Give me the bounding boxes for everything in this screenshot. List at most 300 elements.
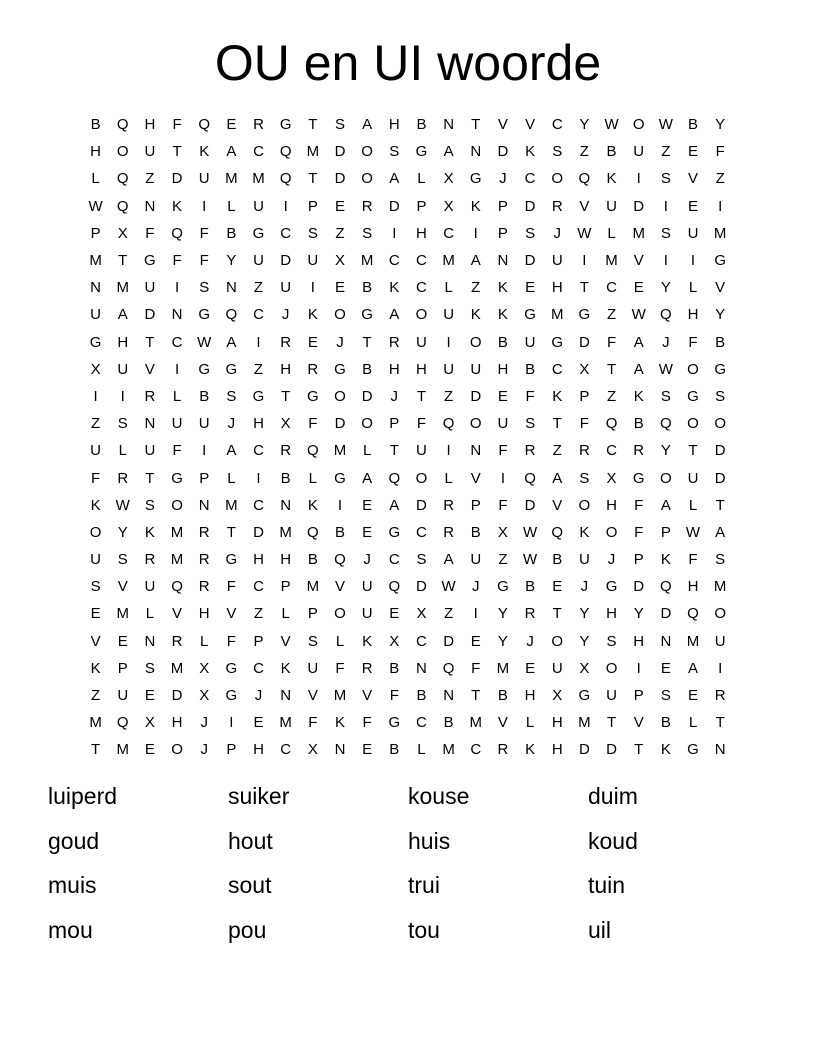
grid-letter: M: [360, 252, 374, 270]
grid-letter: R: [280, 333, 292, 351]
grid-letter: M: [333, 687, 347, 705]
grid-letter: I: [256, 333, 261, 351]
grid-letter: H: [280, 360, 292, 378]
grid-letter: M: [252, 170, 265, 188]
grid-letter: X: [443, 170, 454, 188]
grid-letter: N: [443, 687, 455, 705]
grid-letter: C: [416, 252, 427, 270]
grid-letter: M: [170, 659, 184, 677]
grid-letter: K: [172, 197, 183, 215]
grid-letter: X: [199, 659, 210, 677]
grid-letter: R: [198, 578, 210, 596]
grid-letter: M: [279, 714, 292, 732]
grid-letter: Y: [497, 632, 508, 650]
grid-letter: I: [174, 360, 180, 378]
grid-letter: B: [688, 116, 699, 134]
grid-letter: V: [144, 360, 155, 378]
word-list-item: luiperd: [48, 783, 118, 809]
grid-letter: G: [144, 252, 156, 270]
grid-letter: Z: [579, 143, 589, 161]
grid-letter: L: [118, 442, 127, 460]
grid-letter: K: [199, 143, 210, 161]
grid-letter: I: [256, 469, 261, 487]
grid-letter: G: [415, 143, 428, 161]
grid-letter: A: [688, 659, 699, 677]
grid-letter: E: [117, 632, 128, 650]
grid-letter: P: [416, 197, 427, 215]
grid-letter: H: [687, 306, 699, 324]
grid-letter: L: [417, 741, 426, 759]
grid-letter: S: [660, 687, 671, 705]
grid-letter: P: [579, 387, 590, 405]
grid-letter: S: [226, 387, 237, 405]
grid-letter: B: [443, 714, 454, 732]
grid-letter: X: [144, 714, 155, 732]
grid-letter: H: [253, 551, 264, 569]
grid-letter: F: [688, 333, 698, 351]
grid-letter: I: [663, 197, 668, 215]
grid-letter: E: [497, 387, 508, 405]
grid-letter: B: [497, 687, 508, 705]
grid-letter: L: [200, 632, 209, 650]
grid-letter: G: [578, 306, 591, 324]
grid-letter: R: [714, 687, 726, 705]
grid-letter: K: [470, 306, 481, 324]
grid-letter: A: [362, 469, 373, 487]
grid-letter: M: [713, 224, 727, 242]
grid-letter: B: [525, 360, 536, 378]
grid-letter: D: [416, 496, 427, 514]
grid-letter: K: [497, 306, 508, 324]
grid-letter: U: [551, 252, 563, 270]
grid-letter: A: [226, 333, 237, 351]
grid-letter: C: [280, 224, 292, 242]
grid-letter: C: [524, 170, 536, 188]
grid-letter: Z: [90, 687, 101, 705]
word-list-item: sout: [228, 872, 272, 898]
grid-letter: X: [579, 659, 590, 677]
grid-letter: M: [578, 714, 591, 732]
grid-letter: S: [525, 415, 536, 433]
grid-letter: G: [714, 360, 726, 378]
grid-letter: U: [144, 578, 156, 596]
grid-letter: R: [144, 551, 156, 569]
grid-letter: E: [362, 496, 373, 514]
grid-letter: V: [633, 252, 644, 270]
grid-letter: X: [389, 632, 400, 650]
grid-letter: L: [227, 469, 236, 487]
grid-letter: K: [334, 714, 345, 732]
word-list-item: tou: [408, 916, 440, 943]
grid-letter: U: [524, 333, 536, 351]
grid-letter: D: [334, 143, 346, 161]
grid-letter: C: [606, 279, 617, 297]
grid-letter: W: [522, 523, 538, 541]
grid-letter: L: [444, 469, 453, 487]
grid-letter: U: [198, 170, 210, 188]
grid-letter: S: [715, 551, 726, 569]
grid-letter: S: [389, 143, 400, 161]
grid-letter: K: [307, 306, 318, 324]
grid-letter: U: [117, 687, 129, 705]
grid-letter: O: [89, 523, 102, 541]
grid-letter: S: [362, 224, 373, 242]
grid-letter: G: [714, 252, 726, 270]
grid-letter: O: [334, 605, 346, 623]
grid-letter: D: [416, 578, 427, 596]
grid-letter: Z: [498, 551, 508, 569]
grid-letter: W: [197, 333, 212, 351]
grid-letter: Q: [551, 523, 564, 541]
grid-letter: S: [334, 116, 345, 134]
grid-letter: A: [389, 496, 400, 514]
grid-letter: G: [252, 224, 265, 242]
grid-letter: W: [604, 116, 619, 134]
grid-letter: M: [225, 170, 238, 188]
word-list-item: tuin: [588, 872, 626, 898]
grid-letter: P: [660, 523, 671, 541]
grid-letter: U: [361, 605, 373, 623]
grid-letter: L: [335, 632, 345, 650]
grid-letter: T: [471, 687, 481, 705]
grid-letter: E: [90, 605, 101, 623]
grid-letter: T: [688, 442, 698, 460]
grid-letter: V: [172, 605, 183, 623]
grid-letter: V: [579, 197, 590, 215]
grid-letter: A: [443, 143, 454, 161]
grid-letter: O: [171, 496, 183, 514]
grid-letter: N: [470, 442, 482, 460]
grid-letter: T: [634, 741, 644, 759]
grid-letter: F: [226, 578, 236, 596]
grid-letter: U: [416, 333, 427, 351]
grid-letter: T: [389, 442, 399, 460]
grid-letter: F: [90, 469, 101, 487]
grid-letter: M: [442, 252, 455, 270]
grid-letter: E: [688, 197, 699, 215]
grid-letter: O: [714, 605, 726, 623]
grid-letter: B: [362, 360, 373, 378]
grid-letter: J: [580, 578, 589, 596]
grid-letter: E: [525, 659, 536, 677]
grid-letter: D: [578, 741, 590, 759]
grid-letter: O: [334, 387, 346, 405]
grid-letter: I: [582, 252, 587, 270]
grid-letter: P: [253, 632, 264, 650]
grid-letter: Q: [660, 415, 672, 433]
grid-letter: F: [498, 442, 508, 460]
grid-letter: B: [416, 116, 427, 134]
grid-letter: G: [171, 469, 183, 487]
grid-letter: S: [660, 224, 671, 242]
grid-letter: G: [252, 387, 265, 405]
grid-letter: T: [579, 279, 589, 297]
grid-letter: Q: [116, 197, 129, 215]
grid-letter: Q: [442, 659, 455, 677]
grid-letter: S: [525, 224, 536, 242]
grid-letter: B: [715, 333, 726, 351]
grid-letter: P: [280, 578, 291, 596]
grid-letter: R: [117, 469, 129, 487]
grid-letter: Y: [117, 523, 128, 541]
grid-letter: D: [524, 496, 536, 514]
grid-letter: P: [307, 605, 318, 623]
grid-letter: V: [525, 116, 536, 134]
grid-letter: T: [172, 143, 182, 161]
grid-letter: N: [144, 415, 156, 433]
grid-letter: V: [715, 279, 726, 297]
grid-letter: A: [226, 143, 237, 161]
grid-letter: I: [690, 252, 696, 270]
grid-letter: D: [633, 197, 645, 215]
grid-letter: U: [551, 659, 563, 677]
grid-letter: G: [632, 469, 645, 487]
grid-letter: G: [578, 687, 591, 705]
grid-letter: I: [120, 387, 125, 405]
grid-letter: F: [525, 387, 535, 405]
word-search-grid: [82, 111, 734, 764]
grid-letter: T: [90, 741, 101, 759]
grid-letter: C: [551, 116, 563, 134]
grid-letter: V: [226, 605, 237, 623]
grid-letter: K: [90, 496, 101, 514]
grid-letter: Z: [715, 170, 725, 188]
grid-letter: Q: [198, 116, 211, 134]
grid-letter: F: [715, 143, 725, 161]
grid-letter: G: [225, 551, 238, 569]
grid-letter: C: [443, 224, 455, 242]
grid-letter: M: [469, 714, 483, 732]
grid-letter: U: [443, 360, 455, 378]
grid-letter: N: [443, 116, 455, 134]
grid-letter: R: [253, 116, 264, 134]
grid-letter: H: [253, 741, 264, 759]
grid-letter: S: [416, 551, 427, 569]
grid-letter: S: [606, 632, 617, 650]
grid-letter: G: [497, 578, 509, 596]
grid-letter: T: [416, 387, 427, 405]
grid-letter: U: [578, 551, 590, 569]
grid-letter: G: [306, 387, 319, 405]
grid-letter: X: [117, 224, 128, 242]
grid-letter: M: [170, 551, 184, 569]
grid-letter: G: [388, 523, 401, 541]
grid-letter: M: [116, 605, 129, 623]
grid-letter: D: [714, 469, 726, 487]
grid-letter: U: [714, 632, 726, 650]
grid-letter: O: [171, 741, 183, 759]
grid-letter: V: [552, 496, 563, 514]
grid-letter: P: [470, 496, 481, 514]
grid-letter: C: [416, 523, 427, 541]
grid-letter: F: [634, 496, 644, 514]
grid-letter: D: [171, 687, 183, 705]
grid-letter: D: [660, 605, 672, 623]
grid-letter: X: [443, 197, 454, 215]
grid-letter: F: [308, 415, 318, 433]
grid-letter: I: [473, 224, 478, 242]
grid-letter: U: [144, 279, 156, 297]
grid-letter: Y: [660, 442, 671, 460]
grid-letter: U: [470, 360, 482, 378]
grid-letter: P: [117, 659, 128, 677]
grid-letter: C: [171, 333, 183, 351]
grid-letter: Z: [90, 415, 101, 433]
grid-letter: P: [633, 687, 644, 705]
page-title: OU en UI woorde: [214, 35, 602, 91]
grid-letter: L: [688, 496, 698, 514]
grid-letter: F: [362, 714, 372, 732]
grid-letter: R: [361, 197, 373, 215]
grid-letter: J: [336, 333, 344, 351]
grid-letter: J: [553, 224, 561, 242]
grid-letter: B: [525, 578, 536, 596]
grid-letter: F: [416, 415, 427, 433]
grid-letter: H: [551, 279, 563, 297]
grid-letter: R: [280, 442, 292, 460]
grid-letter: O: [415, 306, 428, 324]
grid-letter: J: [472, 578, 480, 596]
grid-letter: K: [525, 741, 536, 759]
grid-letter: X: [280, 415, 291, 433]
grid-letter: R: [198, 523, 210, 541]
grid-letter: V: [90, 632, 101, 650]
grid-letter: H: [551, 741, 563, 759]
word-list-item: suiker: [228, 783, 290, 809]
grid-letter: O: [469, 415, 482, 433]
word-list-item: muis: [48, 872, 97, 898]
grid-letter: F: [606, 333, 617, 351]
grid-letter: G: [225, 687, 238, 705]
grid-letter: O: [415, 469, 428, 487]
grid-letter: U: [90, 306, 101, 324]
grid-letter: O: [361, 415, 373, 433]
grid-letter: A: [715, 523, 726, 541]
grid-letter: E: [362, 523, 373, 541]
grid-letter: T: [145, 469, 155, 487]
grid-letter: T: [715, 714, 725, 732]
grid-letter: H: [497, 360, 509, 378]
grid-letter: Z: [606, 387, 617, 405]
grid-letter: F: [145, 224, 155, 242]
grid-letter: I: [392, 224, 397, 242]
grid-letter: Q: [660, 578, 672, 596]
grid-letter: H: [416, 360, 427, 378]
grid-letter: W: [631, 306, 646, 324]
grid-letter: I: [202, 197, 207, 215]
grid-letter: R: [171, 632, 183, 650]
grid-letter: C: [416, 714, 427, 732]
word-list-item: pou: [228, 916, 267, 943]
grid-letter: I: [636, 659, 641, 677]
grid-letter: J: [281, 306, 290, 324]
grid-letter: U: [443, 306, 455, 324]
grid-letter: G: [279, 116, 292, 134]
grid-letter: N: [470, 143, 482, 161]
grid-letter: K: [525, 143, 536, 161]
grid-letter: X: [579, 360, 590, 378]
grid-letter: M: [306, 578, 320, 596]
grid-letter: G: [334, 469, 346, 487]
grid-letter: C: [551, 360, 563, 378]
grid-letter: P: [307, 197, 318, 215]
grid-letter: W: [577, 224, 592, 242]
grid-letter: Q: [116, 170, 129, 188]
grid-letter: N: [280, 496, 292, 514]
grid-letter: Q: [388, 578, 401, 596]
grid-letter: V: [470, 469, 481, 487]
grid-letter: H: [198, 605, 210, 623]
grid-letter: Q: [306, 523, 319, 541]
grid-letter: Y: [579, 116, 590, 134]
grid-letter: U: [633, 143, 645, 161]
grid-letter: G: [687, 387, 699, 405]
grid-letter: H: [171, 714, 183, 732]
grid-letter: N: [416, 659, 427, 677]
grid-letter: B: [606, 143, 617, 161]
grid-letter: K: [633, 387, 644, 405]
grid-letter: Z: [145, 170, 155, 188]
grid-letter: D: [497, 143, 509, 161]
grid-letter: Q: [225, 306, 238, 324]
grid-letter: I: [446, 333, 451, 351]
grid-letter: M: [116, 741, 129, 759]
grid-letter: U: [171, 415, 183, 433]
grid-letter: Z: [661, 143, 671, 161]
grid-letter: U: [198, 415, 210, 433]
grid-letter: I: [500, 469, 505, 487]
grid-letter: H: [524, 687, 536, 705]
grid-letter: B: [497, 333, 508, 351]
grid-letter: U: [253, 197, 264, 215]
word-list-item: goud: [48, 827, 100, 854]
grid-letter: E: [334, 279, 345, 297]
grid-letter: E: [334, 197, 345, 215]
grid-letter: V: [117, 578, 128, 596]
grid-letter: N: [171, 306, 183, 324]
grid-letter: H: [687, 578, 699, 596]
grid-letter: B: [660, 714, 671, 732]
grid-letter: C: [253, 578, 264, 596]
grid-letter: J: [363, 551, 371, 569]
grid-letter: T: [471, 116, 481, 134]
grid-letter: H: [253, 415, 264, 433]
grid-letter: G: [551, 333, 564, 351]
grid-letter: A: [552, 469, 563, 487]
grid-letter: N: [90, 279, 101, 297]
grid-letter: J: [662, 333, 670, 351]
grid-letter: S: [579, 469, 590, 487]
grid-letter: Q: [524, 469, 536, 487]
grid-letter: H: [388, 116, 400, 134]
grid-letter: L: [362, 442, 372, 460]
grid-letter: X: [199, 687, 210, 705]
grid-letter: V: [497, 116, 508, 134]
grid-letter: B: [280, 469, 291, 487]
grid-letter: O: [116, 143, 129, 161]
grid-letter: T: [226, 523, 236, 541]
word-list: [48, 774, 768, 952]
grid-letter: K: [606, 170, 617, 188]
grid-letter: I: [337, 496, 343, 514]
grid-letter: U: [117, 360, 129, 378]
grid-letter: Q: [605, 415, 618, 433]
grid-letter: T: [308, 116, 318, 134]
grid-letter: X: [90, 360, 101, 378]
grid-letter: O: [334, 306, 346, 324]
grid-letter: R: [497, 741, 509, 759]
grid-letter: E: [362, 741, 373, 759]
